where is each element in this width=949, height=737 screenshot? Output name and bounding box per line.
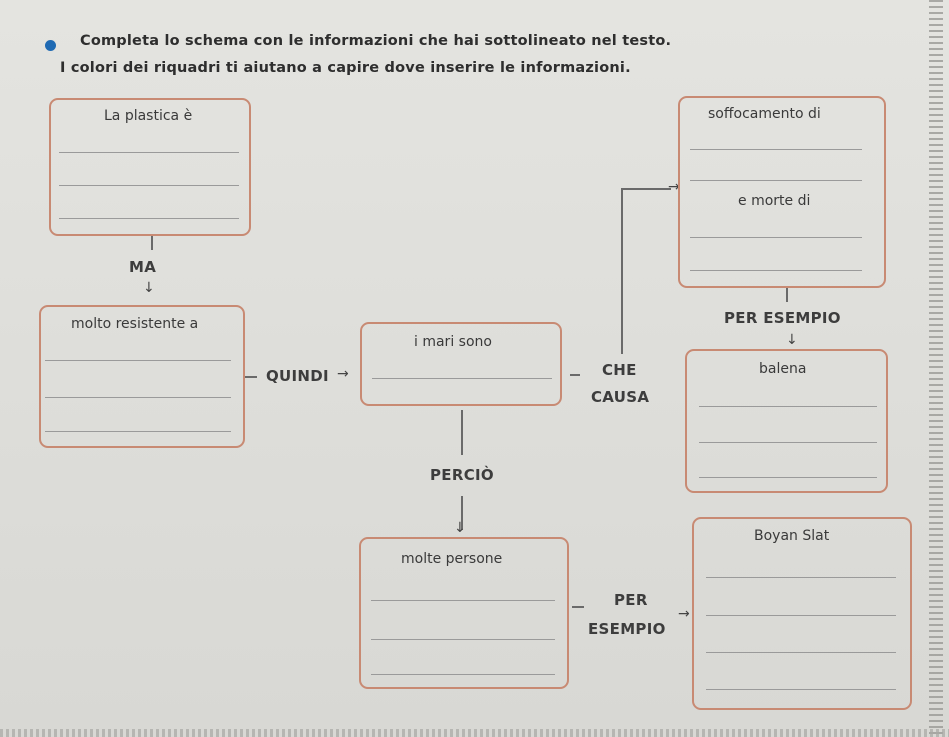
answer-line[interactable]	[699, 406, 877, 407]
connector-per-esempio: PER ESEMPIO	[724, 309, 841, 327]
answer-line[interactable]	[706, 652, 896, 653]
box-mari	[360, 322, 562, 406]
box-persone-label: molte persone	[401, 551, 503, 567]
box-boyan-label: Boyan Slat	[754, 528, 830, 544]
box-boyan	[692, 517, 912, 710]
box-resistente-label: molto resistente a	[71, 316, 199, 332]
box-resistente	[39, 305, 245, 448]
connector-per: PER	[614, 591, 648, 609]
box-soffocamento-label: soffocamento di	[708, 106, 821, 122]
arrow-right-icon: →	[668, 179, 680, 195]
arrow-down-icon: ↓	[143, 280, 155, 296]
box-plastica-label: La plastica è	[104, 108, 193, 124]
connector-percio: PERCIÒ	[430, 466, 494, 484]
instruction-line-1: Completa lo schema con le informazioni che hai sottolineato nel testo.	[80, 33, 672, 49]
arrow-down-icon: ↓	[454, 520, 466, 536]
connector-causa: CAUSA	[591, 388, 650, 406]
answer-line[interactable]	[699, 477, 877, 478]
answer-line[interactable]	[372, 378, 552, 379]
answer-line[interactable]	[706, 577, 896, 578]
answer-line[interactable]	[690, 270, 862, 271]
answer-line[interactable]	[45, 360, 231, 361]
arrow-down-icon: ↓	[786, 332, 798, 348]
answer-line[interactable]	[45, 431, 231, 432]
box-balena	[685, 349, 888, 493]
box-soffocamento	[678, 96, 886, 288]
connector-line	[570, 374, 580, 376]
connector-line	[572, 606, 584, 608]
notebook-spiral	[929, 0, 943, 737]
connector-line	[151, 236, 153, 250]
connector-esempio: ESEMPIO	[588, 620, 666, 638]
answer-line[interactable]	[371, 600, 555, 601]
connector-line	[461, 410, 463, 455]
answer-line[interactable]	[371, 639, 555, 640]
connector-line	[621, 188, 671, 190]
connector-line	[245, 376, 257, 378]
box-plastica	[49, 98, 251, 236]
answer-line[interactable]	[690, 149, 862, 150]
answer-line[interactable]	[59, 185, 239, 186]
instruction-line-2: I colori dei riquadri ti aiutano a capire dove inserire le informazioni.	[60, 60, 631, 76]
box-morte-label: e morte di	[738, 193, 811, 209]
answer-line[interactable]	[706, 615, 896, 616]
box-persone	[359, 537, 569, 689]
answer-line[interactable]	[706, 689, 896, 690]
connector-line	[786, 288, 788, 302]
arrow-right-icon: →	[678, 606, 690, 622]
connector-quindi: QUINDI	[266, 367, 329, 385]
answer-line[interactable]	[45, 397, 231, 398]
answer-line[interactable]	[59, 152, 239, 153]
connector-line	[621, 188, 623, 354]
answer-line[interactable]	[59, 218, 239, 219]
answer-line[interactable]	[690, 237, 862, 238]
bullet-point	[45, 40, 56, 51]
arrow-right-icon: →	[337, 366, 349, 382]
answer-line[interactable]	[690, 180, 862, 181]
page-bottom-edge	[0, 729, 949, 737]
connector-che: CHE	[602, 361, 637, 379]
answer-line[interactable]	[699, 442, 877, 443]
box-balena-label: balena	[759, 361, 807, 377]
answer-line[interactable]	[371, 674, 555, 675]
connector-ma: MA	[129, 258, 157, 276]
box-mari-label: i mari sono	[414, 334, 492, 350]
